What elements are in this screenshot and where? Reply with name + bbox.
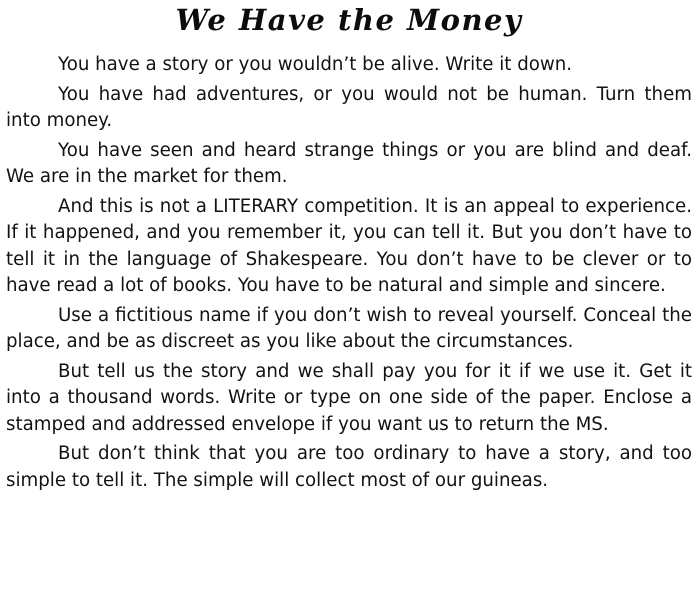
paragraph-5: Use a fictitious name if you don’t wish to reveal yourself. Conceal the place, and be as discreet as you like about the circumstances.	[6, 304, 692, 352]
paragraph-7: But don’t think that you are too ordinary to have a story, and too simple to tell it. The simple will collect most of our guineas.	[6, 443, 692, 491]
paragraph-6: But tell us the story and we shall pay you for it if we use it. Get it into a thousand words. Write or type on one side of the paper. Enclose a stamped and addressed envelope if you want us to return the MS.	[6, 360, 692, 435]
article-body	[6, 52, 692, 494]
page-title: We Have the Money	[175, 3, 523, 37]
paragraph-2: You have had adventures, or you would not be human. Turn them into money.	[6, 83, 692, 131]
paragraph-3: You have seen and heard strange things or you are blind and deaf. We are in the market for them.	[6, 139, 692, 187]
paragraph-1: You have a story or you wouldn’t be alive. Write it down.	[58, 54, 573, 75]
paragraph-4: And this is not a LITERARY competition. It is an appeal to experience. If it happened, and you remember it, you can tell it. But you don’t have to tell it in the language of Shakespeare. You don’t have to be clever or to have read a lot of books. You have to be natural and simple and sincere.	[6, 195, 692, 296]
